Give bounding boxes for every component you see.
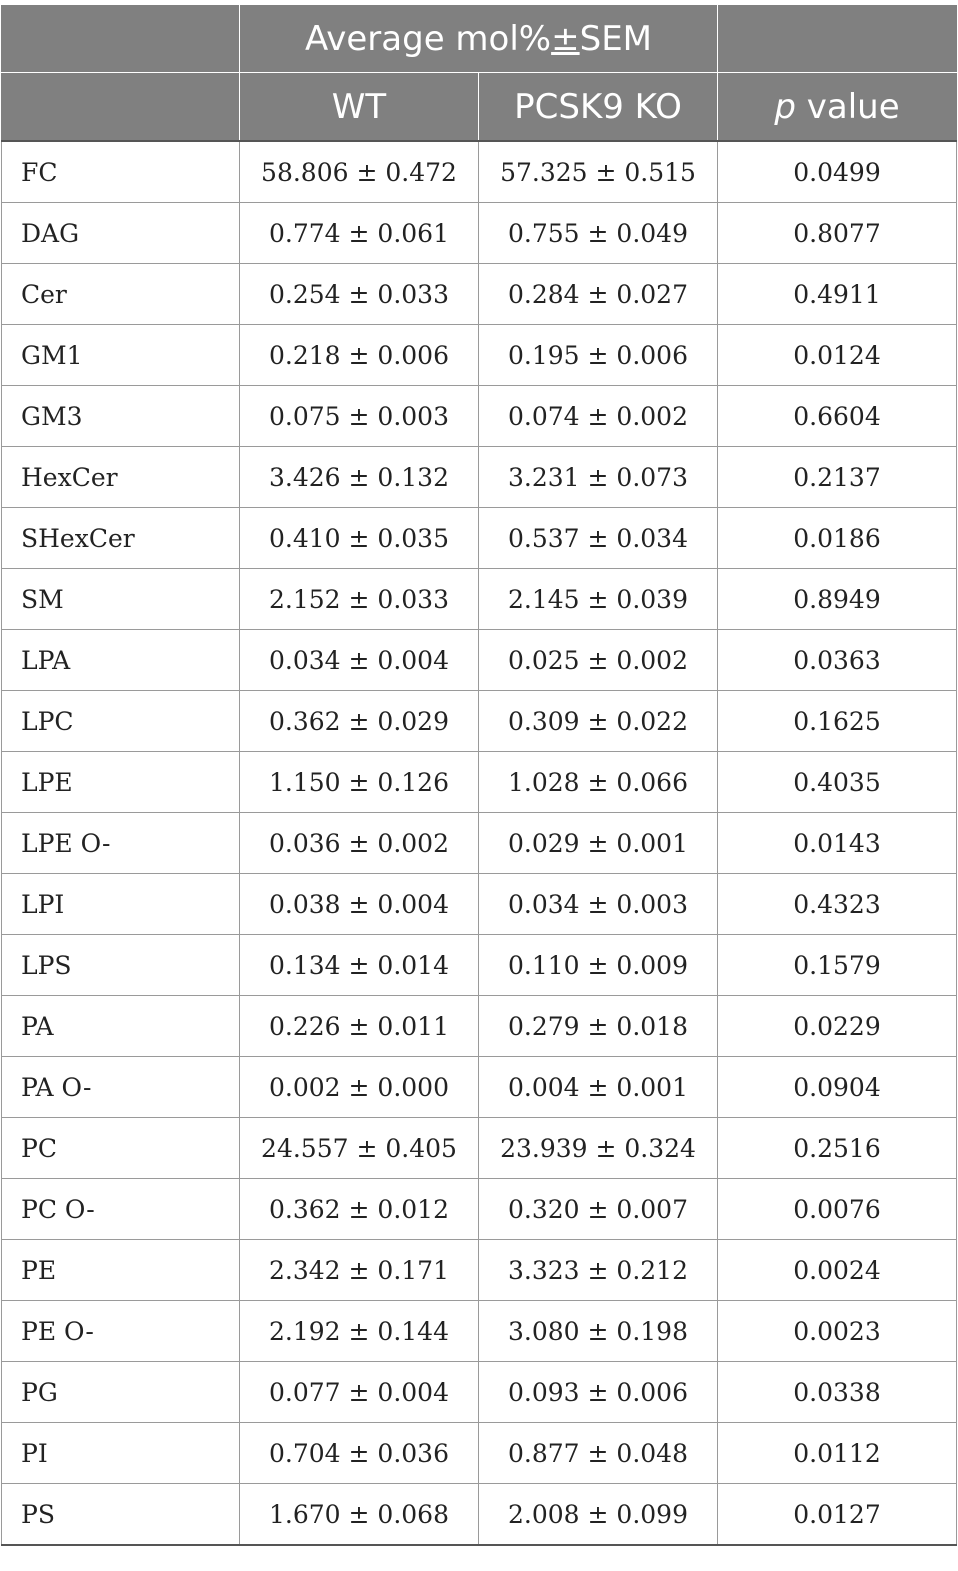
lipid-class-cell: PI [2,1423,240,1484]
table-row [2,935,957,996]
header-p-value [718,73,957,142]
p-value-cell: 0.0229 [718,996,957,1057]
p-value-cell: 0.0076 [718,1179,957,1240]
lipid-class-cell: FC [2,141,240,203]
p-value-cell: 0.8949 [718,569,957,630]
wt-value-cell: 0.226 ± 0.011 [240,996,479,1057]
table-row [2,264,957,325]
ko-value-cell: 0.195 ± 0.006 [479,325,718,386]
ko-value-cell: 57.325 ± 0.515 [479,141,718,203]
p-value-cell: 0.0023 [718,1301,957,1362]
lipid-class-cell: PC O- [2,1179,240,1240]
wt-value-cell: 0.038 ± 0.004 [240,874,479,935]
ko-value-cell: 3.323 ± 0.212 [479,1240,718,1301]
p-value-cell: 0.4323 [718,874,957,935]
table-row [2,1423,957,1484]
wt-value-cell: 0.362 ± 0.012 [240,1179,479,1240]
lipid-class-cell: LPA [2,630,240,691]
ko-value-cell: 3.080 ± 0.198 [479,1301,718,1362]
ko-value-cell: 0.004 ± 0.001 [479,1057,718,1118]
p-value-cell: 0.0143 [718,813,957,874]
lipid-class-cell: LPI [2,874,240,935]
ko-value-cell: 0.877 ± 0.048 [479,1423,718,1484]
lipid-class-cell: PA [2,996,240,1057]
table-row [2,141,957,203]
table-row [2,1484,957,1546]
ko-value-cell: 0.537 ± 0.034 [479,508,718,569]
p-value-cell: 0.0186 [718,508,957,569]
header-blank-corner [2,6,240,73]
header-blank-right [718,6,957,73]
table-row [2,630,957,691]
lipid-class-cell: HexCer [2,447,240,508]
wt-value-cell: 0.002 ± 0.000 [240,1057,479,1118]
header-p-italic: p [774,86,796,127]
wt-value-cell: 0.410 ± 0.035 [240,508,479,569]
p-value-cell: 0.6604 [718,386,957,447]
table-row [2,691,957,752]
header-wt: WT [240,73,479,142]
p-value-cell: 0.4035 [718,752,957,813]
table-row [2,325,957,386]
wt-value-cell: 0.134 ± 0.014 [240,935,479,996]
lipid-class-cell: PE O- [2,1301,240,1362]
table-row [2,447,957,508]
lipid-class-cell: SM [2,569,240,630]
wt-value-cell: 2.152 ± 0.033 [240,569,479,630]
wt-value-cell: 58.806 ± 0.472 [240,141,479,203]
wt-value-cell: 2.342 ± 0.171 [240,1240,479,1301]
header-average-mol-sem-post: SEM [579,19,653,59]
wt-value-cell: 0.034 ± 0.004 [240,630,479,691]
p-value-cell: 0.1579 [718,935,957,996]
lipid-class-cell: SHexCer [2,508,240,569]
lipid-composition-table [1,5,957,1546]
p-value-cell: 0.2516 [718,1118,957,1179]
table-row [2,1240,957,1301]
wt-value-cell: 0.774 ± 0.061 [240,203,479,264]
header-p-rest: value [795,86,900,127]
table-row [2,1362,957,1423]
ko-value-cell: 1.028 ± 0.066 [479,752,718,813]
p-value-cell: 0.0124 [718,325,957,386]
lipid-class-cell: PC [2,1118,240,1179]
ko-value-cell: 23.939 ± 0.324 [479,1118,718,1179]
p-value-cell: 0.0499 [718,141,957,203]
header-blank-lipid [2,73,240,142]
ko-value-cell: 0.074 ± 0.002 [479,386,718,447]
ko-value-cell: 2.008 ± 0.099 [479,1484,718,1546]
ko-value-cell: 0.093 ± 0.006 [479,1362,718,1423]
lipid-class-cell: PG [2,1362,240,1423]
ko-value-cell: 0.110 ± 0.009 [479,935,718,996]
lipid-class-cell: LPE O- [2,813,240,874]
header-average-mol-sem-pre: Average mol% [305,19,552,59]
wt-value-cell: 0.704 ± 0.036 [240,1423,479,1484]
wt-value-cell: 1.150 ± 0.126 [240,752,479,813]
p-value-cell: 0.0112 [718,1423,957,1484]
p-value-cell: 0.0024 [718,1240,957,1301]
wt-value-cell: 24.557 ± 0.405 [240,1118,479,1179]
ko-value-cell: 0.279 ± 0.018 [479,996,718,1057]
p-value-cell: 0.1625 [718,691,957,752]
table-row [2,752,957,813]
p-value-cell: 0.0338 [718,1362,957,1423]
table-row [2,1118,957,1179]
lipid-class-cell: PE [2,1240,240,1301]
wt-value-cell: 0.077 ± 0.004 [240,1362,479,1423]
table-row [2,508,957,569]
lipid-class-cell: LPS [2,935,240,996]
plus-minus-sign: ± [551,19,580,59]
wt-value-cell: 0.254 ± 0.033 [240,264,479,325]
table-row [2,1179,957,1240]
wt-value-cell: 2.192 ± 0.144 [240,1301,479,1362]
ko-value-cell: 0.284 ± 0.027 [479,264,718,325]
wt-value-cell: 3.426 ± 0.132 [240,447,479,508]
wt-value-cell: 0.036 ± 0.002 [240,813,479,874]
table-row [2,1301,957,1362]
lipid-class-cell: Cer [2,264,240,325]
lipid-class-cell: PA O- [2,1057,240,1118]
ko-value-cell: 0.025 ± 0.002 [479,630,718,691]
p-value-cell: 0.2137 [718,447,957,508]
table-row [2,386,957,447]
table-header [2,6,957,142]
table-body [2,141,957,1545]
p-value-cell: 0.0363 [718,630,957,691]
wt-value-cell: 0.218 ± 0.006 [240,325,479,386]
wt-value-cell: 1.670 ± 0.068 [240,1484,479,1546]
wt-value-cell: 0.362 ± 0.029 [240,691,479,752]
table-row [2,996,957,1057]
p-value-cell: 0.8077 [718,203,957,264]
ko-value-cell: 3.231 ± 0.073 [479,447,718,508]
header-row-columns [2,73,957,142]
header-row-group [2,6,957,73]
ko-value-cell: 0.755 ± 0.049 [479,203,718,264]
lipid-class-cell: GM1 [2,325,240,386]
lipid-class-cell: GM3 [2,386,240,447]
wt-value-cell: 0.075 ± 0.003 [240,386,479,447]
p-value-cell: 0.0904 [718,1057,957,1118]
p-value-cell: 0.4911 [718,264,957,325]
table-row [2,569,957,630]
ko-value-cell: 0.320 ± 0.007 [479,1179,718,1240]
header-pcsk9-ko: PCSK9 KO [479,73,718,142]
ko-value-cell: 0.309 ± 0.022 [479,691,718,752]
ko-value-cell: 0.034 ± 0.003 [479,874,718,935]
table-row [2,813,957,874]
lipid-class-cell: DAG [2,203,240,264]
ko-value-cell: 0.029 ± 0.001 [479,813,718,874]
p-value-cell: 0.0127 [718,1484,957,1546]
table-row [2,1057,957,1118]
table-row [2,874,957,935]
lipid-class-cell: LPC [2,691,240,752]
lipid-class-cell: PS [2,1484,240,1546]
header-average-mol-sem [240,6,718,73]
ko-value-cell: 2.145 ± 0.039 [479,569,718,630]
table-row [2,203,957,264]
lipid-class-cell: LPE [2,752,240,813]
